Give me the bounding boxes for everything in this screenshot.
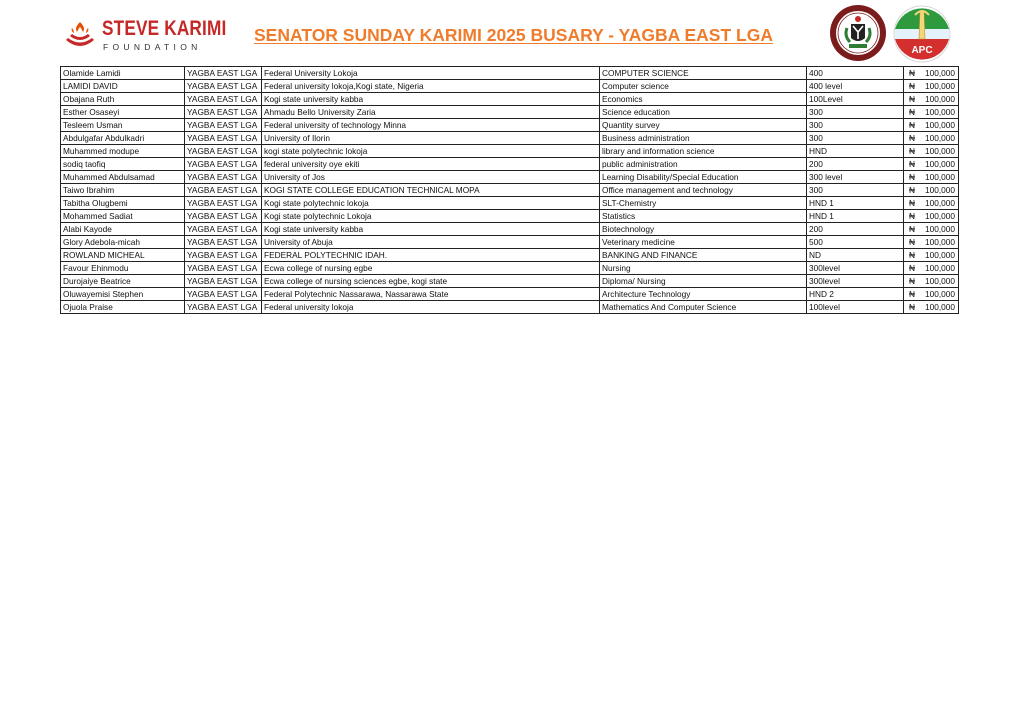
cell-course: Office management and technology [600, 184, 807, 197]
amount-value: 100,000 [925, 120, 955, 130]
cell-institution: Kogi state university kabba [262, 93, 600, 106]
cell-institution: Ecwa college of nursing sciences egbe, kogi state [262, 275, 600, 288]
cell-name: Glory Adebola-micah [61, 236, 185, 249]
bursary-table [60, 66, 959, 314]
cell-level: HND 1 [807, 210, 904, 223]
amount-value: 100,000 [925, 68, 955, 78]
naira-symbol: ₦ [909, 263, 915, 273]
cell-amount [904, 197, 959, 210]
cell-lga: YAGBA EAST LGA [185, 80, 262, 93]
naira-symbol: ₦ [909, 94, 915, 104]
cell-course: Biotechnology [600, 223, 807, 236]
table-row [61, 197, 959, 210]
cell-amount [904, 119, 959, 132]
table-row [61, 236, 959, 249]
cell-institution: Ahmadu Bello University Zaria [262, 106, 600, 119]
table-row [61, 301, 959, 314]
naira-symbol: ₦ [909, 224, 915, 234]
cell-name: Tesleem Usman [61, 119, 185, 132]
amount-value: 100,000 [925, 94, 955, 104]
cell-course: Statistics [600, 210, 807, 223]
cell-course: Diploma/ Nursing [600, 275, 807, 288]
cell-level: 300 level [807, 171, 904, 184]
cell-course: public administration [600, 158, 807, 171]
naira-symbol: ₦ [909, 276, 915, 286]
cell-institution: Ecwa college of nursing egbe [262, 262, 600, 275]
cell-institution: Kogi state polytechnic lokoja [262, 197, 600, 210]
cell-institution: FEDERAL POLYTECHNIC IDAH. [262, 249, 600, 262]
table-row [61, 145, 959, 158]
cell-amount [904, 106, 959, 119]
cell-lga: YAGBA EAST LGA [185, 184, 262, 197]
table-row [61, 275, 959, 288]
cell-level: 200 [807, 223, 904, 236]
naira-symbol: ₦ [909, 250, 915, 260]
cell-amount [904, 93, 959, 106]
cell-course: Science education [600, 106, 807, 119]
amount-value: 100,000 [925, 107, 955, 117]
cell-level: HND 2 [807, 288, 904, 301]
amount-value: 100,000 [925, 146, 955, 156]
amount-value: 100,000 [925, 224, 955, 234]
naira-symbol: ₦ [909, 185, 915, 195]
steve-karimi-foundation-logo [62, 17, 227, 55]
cell-amount [904, 275, 959, 288]
amount-value: 100,000 [925, 302, 955, 312]
cell-institution: kogi state polytechnic lokoja [262, 145, 600, 158]
cell-course: Quantity survey [600, 119, 807, 132]
cell-lga: YAGBA EAST LGA [185, 210, 262, 223]
table-row [61, 210, 959, 223]
naira-symbol: ₦ [909, 172, 915, 182]
cell-amount [904, 262, 959, 275]
naira-symbol: ₦ [909, 289, 915, 299]
cell-lga: YAGBA EAST LGA [185, 236, 262, 249]
cell-level: 300level [807, 262, 904, 275]
cell-level: 400 level [807, 80, 904, 93]
bursary-table-body [61, 67, 959, 314]
cell-institution: Kogi state university kabba [262, 223, 600, 236]
cell-level: 300 [807, 106, 904, 119]
cell-lga: YAGBA EAST LGA [185, 106, 262, 119]
cell-lga: YAGBA EAST LGA [185, 275, 262, 288]
cell-name: Oluwayemisi Stephen [61, 288, 185, 301]
cell-amount [904, 249, 959, 262]
cell-course: Architecture Technology [600, 288, 807, 301]
naira-symbol: ₦ [909, 146, 915, 156]
naira-symbol: ₦ [909, 237, 915, 247]
amount-value: 100,000 [925, 185, 955, 195]
cell-amount [904, 171, 959, 184]
table-row [61, 158, 959, 171]
cell-name: Taiwo Ibrahim [61, 184, 185, 197]
cell-lga: YAGBA EAST LGA [185, 158, 262, 171]
naira-symbol: ₦ [909, 211, 915, 221]
cell-course: COMPUTER SCIENCE [600, 67, 807, 80]
cell-institution: KOGI STATE COLLEGE EDUCATION TECHNICAL MOPA [262, 184, 600, 197]
table-row [61, 119, 959, 132]
amount-value: 100,000 [925, 276, 955, 286]
cell-course: BANKING AND FINANCE [600, 249, 807, 262]
naira-symbol: ₦ [909, 159, 915, 169]
cell-institution: Federal university lokoja [262, 301, 600, 314]
naira-symbol: ₦ [909, 68, 915, 78]
cell-amount [904, 301, 959, 314]
naira-symbol: ₦ [909, 302, 915, 312]
cell-institution: federal university oye ekiti [262, 158, 600, 171]
amount-value: 100,000 [925, 159, 955, 169]
cell-course: Economics [600, 93, 807, 106]
cell-course: Nursing [600, 262, 807, 275]
cell-name: Muhammed Abdulsamad [61, 171, 185, 184]
cell-name: Tabitha Olugbemi [61, 197, 185, 210]
cell-institution: University of Jos [262, 171, 600, 184]
cell-level: 300 [807, 119, 904, 132]
cell-lga: YAGBA EAST LGA [185, 262, 262, 275]
cell-course: Mathematics And Computer Science [600, 301, 807, 314]
apc-logo-icon [893, 5, 951, 63]
cell-institution: Federal Polytechnic Nassarawa, Nassarawa State [262, 288, 600, 301]
cell-lga: YAGBA EAST LGA [185, 93, 262, 106]
apc-label: APC [911, 45, 933, 56]
cell-lga: YAGBA EAST LGA [185, 132, 262, 145]
amount-value: 100,000 [925, 263, 955, 273]
cell-institution: Federal university lokoja,Kogi state, Nigeria [262, 80, 600, 93]
foundation-hands-icon [62, 18, 98, 52]
cell-amount [904, 288, 959, 301]
cell-level: 100Level [807, 93, 904, 106]
naira-symbol: ₦ [909, 81, 915, 91]
naira-symbol: ₦ [909, 133, 915, 143]
cell-level: 500 [807, 236, 904, 249]
cell-course: Learning Disability/Special Education [600, 171, 807, 184]
cell-level: 100level [807, 301, 904, 314]
amount-value: 100,000 [925, 289, 955, 299]
cell-lga: YAGBA EAST LGA [185, 288, 262, 301]
cell-name: Alabi Kayode [61, 223, 185, 236]
cell-lga: YAGBA EAST LGA [185, 197, 262, 210]
cell-amount [904, 67, 959, 80]
table-row [61, 262, 959, 275]
cell-amount [904, 184, 959, 197]
naira-symbol: ₦ [909, 120, 915, 130]
cell-institution: Federal University Lokoja [262, 67, 600, 80]
cell-institution: Kogi state polytechnic Lokoja [262, 210, 600, 223]
cell-level: 400 [807, 67, 904, 80]
cell-course: Computer science [600, 80, 807, 93]
cell-lga: YAGBA EAST LGA [185, 171, 262, 184]
cell-name: Ojuola Praise [61, 301, 185, 314]
table-row [61, 80, 959, 93]
cell-lga: YAGBA EAST LGA [185, 145, 262, 158]
senate-seal-icon [829, 4, 887, 62]
cell-amount [904, 223, 959, 236]
cell-course: Veterinary medicine [600, 236, 807, 249]
naira-symbol: ₦ [909, 198, 915, 208]
cell-name: ROWLAND MICHEAL [61, 249, 185, 262]
cell-institution: Federal university of technology Minna [262, 119, 600, 132]
amount-value: 100,000 [925, 133, 955, 143]
cell-name: Muhammed modupe [61, 145, 185, 158]
cell-lga: YAGBA EAST LGA [185, 301, 262, 314]
cell-name: LAMIDI DAVID [61, 80, 185, 93]
cell-level: 300level [807, 275, 904, 288]
cell-course: SLT-Chemistry [600, 197, 807, 210]
cell-name: sodiq taofiq [61, 158, 185, 171]
cell-amount [904, 132, 959, 145]
amount-value: 100,000 [925, 172, 955, 182]
cell-level: ND [807, 249, 904, 262]
cell-level: 300 [807, 132, 904, 145]
cell-course: library and information science [600, 145, 807, 158]
cell-level: HND [807, 145, 904, 158]
foundation-subtitle: FOUNDATION [103, 42, 202, 52]
cell-amount [904, 210, 959, 223]
cell-name: Mohammed Sadiat [61, 210, 185, 223]
cell-level: HND 1 [807, 197, 904, 210]
cell-name: Durojaiye Beatrice [61, 275, 185, 288]
table-row [61, 223, 959, 236]
amount-value: 100,000 [925, 81, 955, 91]
cell-level: 200 [807, 158, 904, 171]
cell-lga: YAGBA EAST LGA [185, 223, 262, 236]
cell-level: 300 [807, 184, 904, 197]
table-row [61, 132, 959, 145]
amount-value: 100,000 [925, 250, 955, 260]
cell-name: Abdulgafar Abdulkadri [61, 132, 185, 145]
cell-amount [904, 80, 959, 93]
foundation-name: STEVE KARIMI [102, 17, 227, 40]
table-row [61, 184, 959, 197]
cell-name: Esther Osaseyi [61, 106, 185, 119]
cell-course: Business administration [600, 132, 807, 145]
amount-value: 100,000 [925, 198, 955, 208]
table-row [61, 106, 959, 119]
cell-name: Olamide Lamidi [61, 67, 185, 80]
document-title: SENATOR SUNDAY KARIMI 2025 BUSARY - YAGBA EAST LGA [254, 25, 773, 45]
cell-name: Obajana Ruth [61, 93, 185, 106]
table-row [61, 288, 959, 301]
cell-name: Favour Ehinmodu [61, 262, 185, 275]
table-row [61, 171, 959, 184]
naira-symbol: ₦ [909, 107, 915, 117]
cell-institution: University of Ilorin [262, 132, 600, 145]
table-row [61, 249, 959, 262]
amount-value: 100,000 [925, 211, 955, 221]
cell-amount [904, 236, 959, 249]
cell-amount [904, 158, 959, 171]
table-row [61, 67, 959, 80]
table-row [61, 93, 959, 106]
cell-lga: YAGBA EAST LGA [185, 249, 262, 262]
amount-value: 100,000 [925, 237, 955, 247]
cell-institution: University of Abuja [262, 236, 600, 249]
cell-lga: YAGBA EAST LGA [185, 119, 262, 132]
cell-amount [904, 145, 959, 158]
cell-lga: YAGBA EAST LGA [185, 67, 262, 80]
